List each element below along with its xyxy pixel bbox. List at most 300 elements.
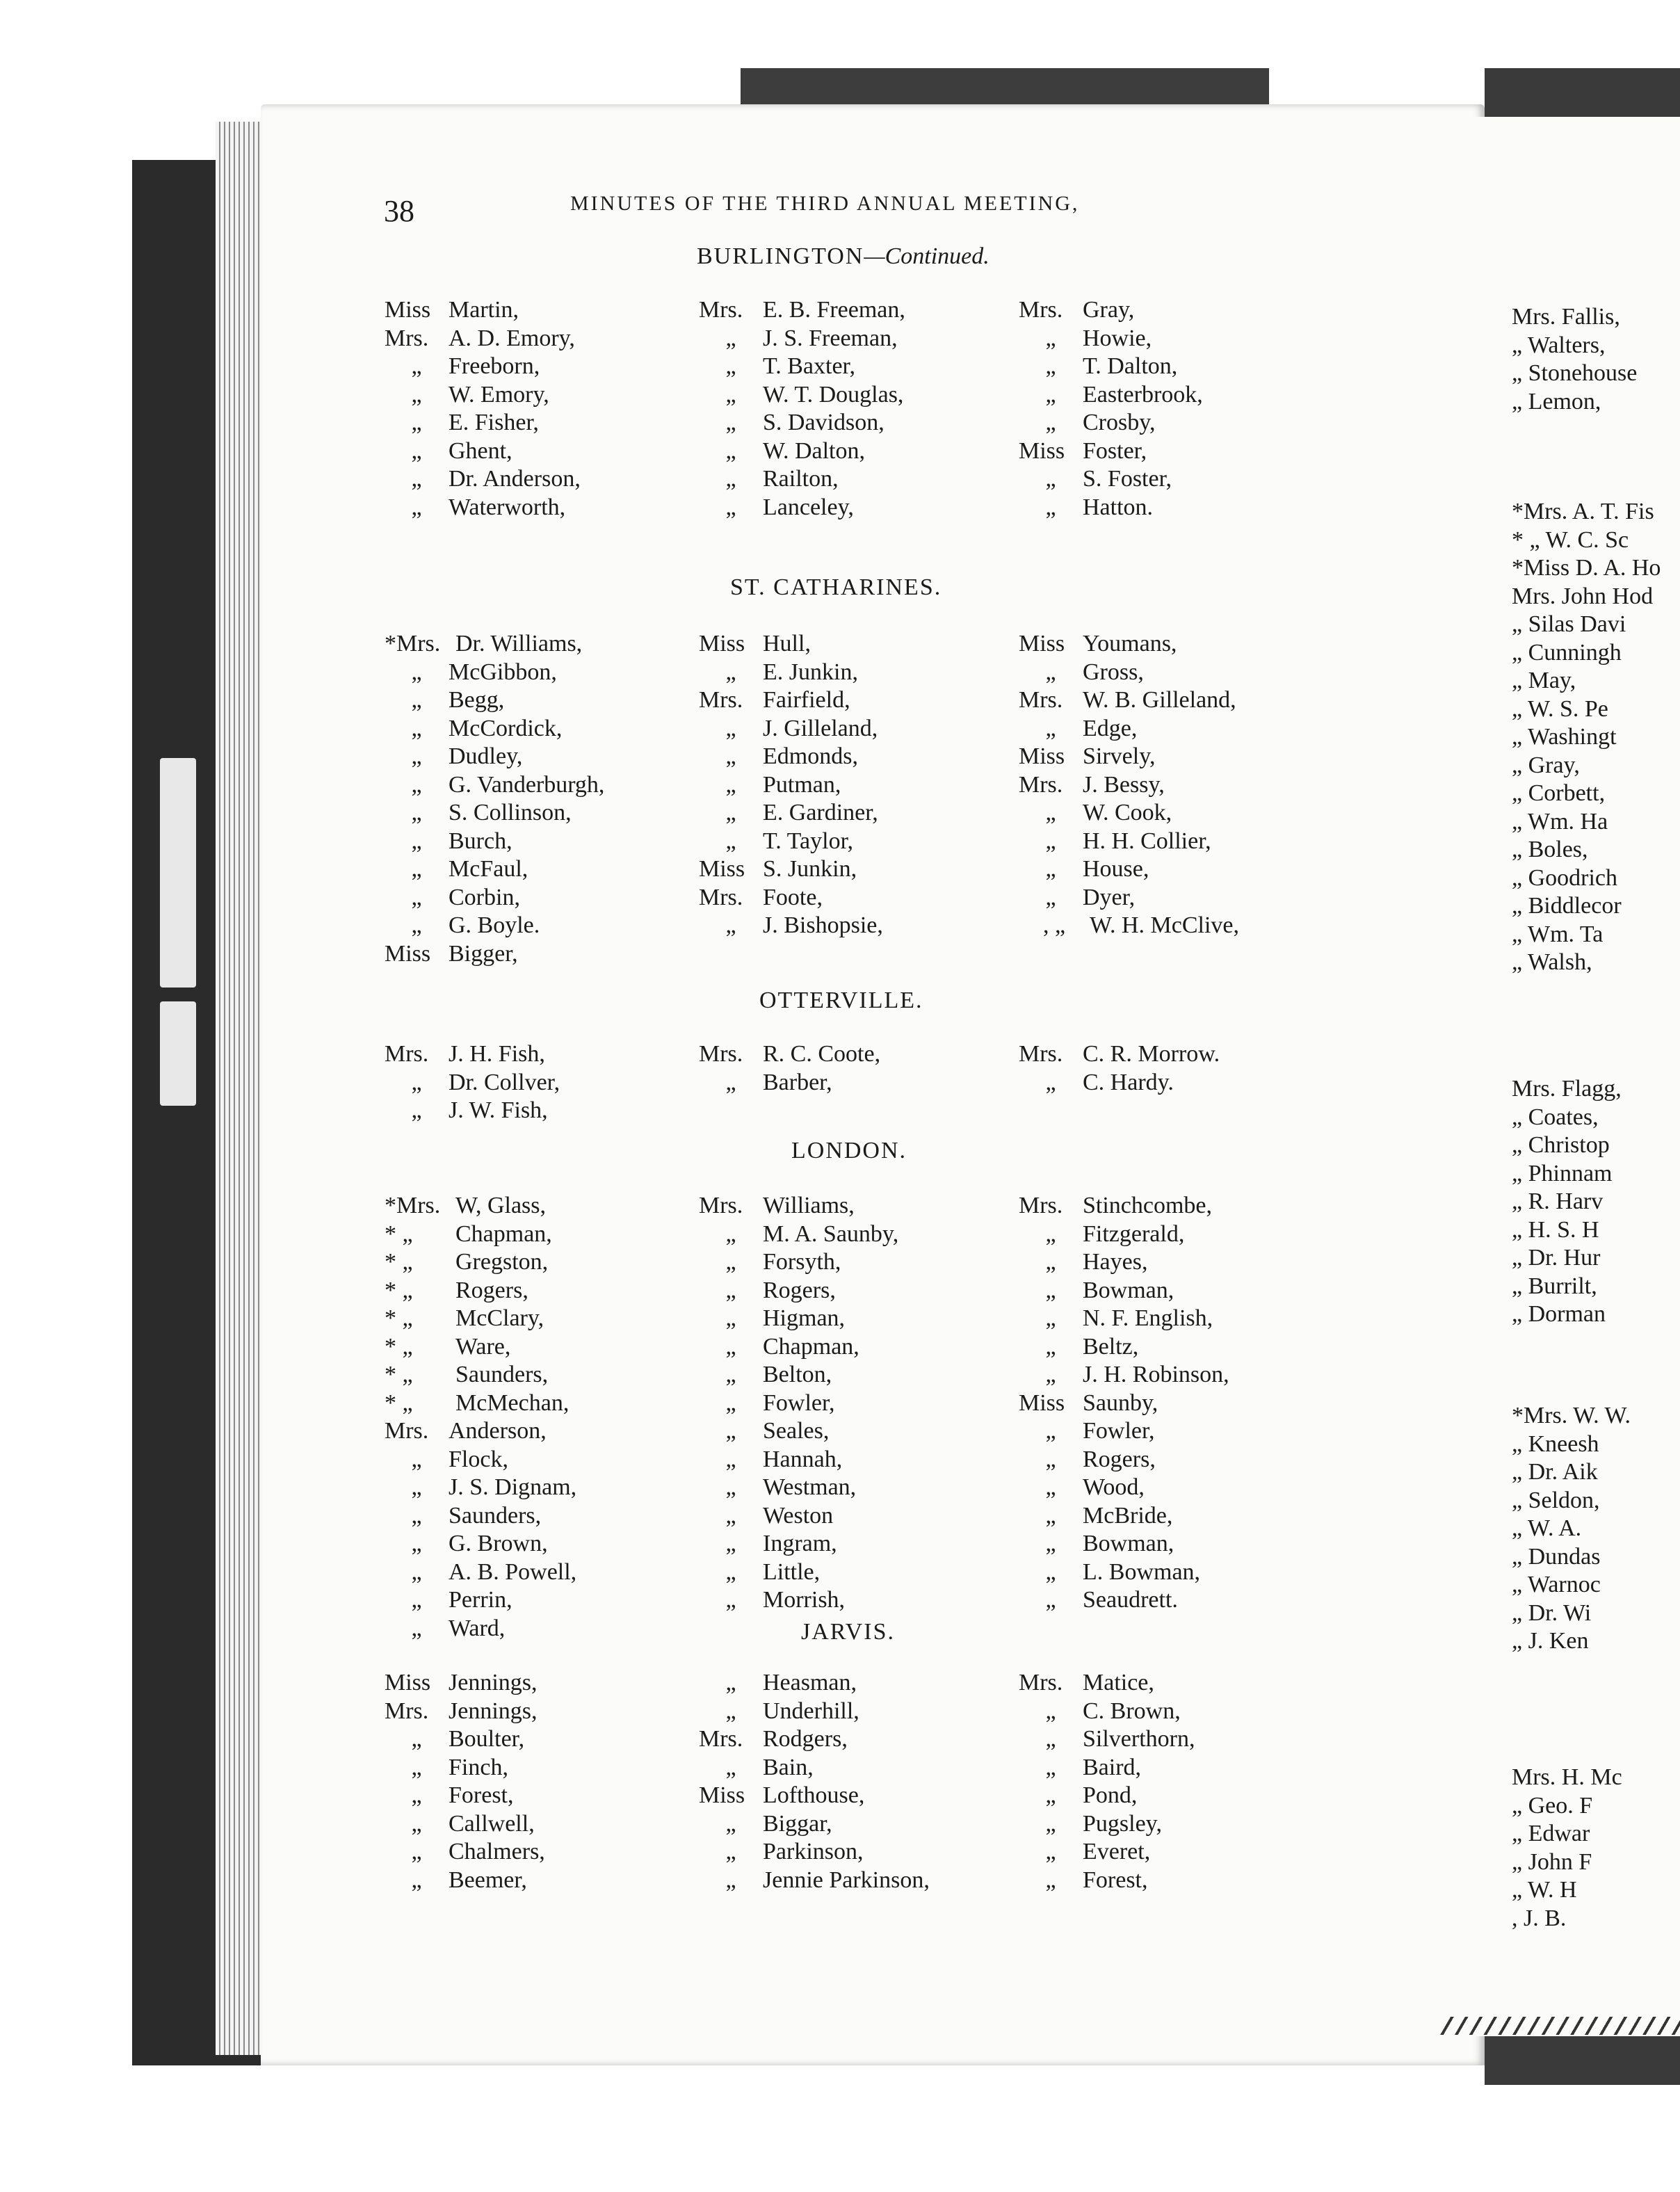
member-entry bbox=[385, 912, 604, 940]
member-entry bbox=[385, 1361, 576, 1389]
member-title: „ bbox=[725, 912, 736, 938]
member-name: Youmans, bbox=[1083, 631, 1177, 656]
member-title: Mrs. bbox=[699, 1726, 743, 1752]
member-entry bbox=[699, 1446, 898, 1474]
member-name: J. H. Fish, bbox=[449, 1041, 545, 1067]
member-title: „ bbox=[1045, 659, 1056, 685]
member-title: „ bbox=[411, 494, 422, 520]
member-title: „ bbox=[411, 1474, 422, 1500]
member-entry bbox=[385, 659, 604, 687]
right-page-column bbox=[1512, 1075, 1680, 1329]
member-name: Little, bbox=[763, 1558, 821, 1585]
member-name: Rogers, bbox=[763, 1277, 836, 1303]
member-name: G. Vanderburgh, bbox=[449, 771, 605, 798]
member-name: Chapman, bbox=[763, 1333, 859, 1360]
right-page-entry: „ R. Harv bbox=[1512, 1188, 1604, 1214]
member-title: „ bbox=[1045, 1531, 1056, 1556]
member-title: „ bbox=[411, 1069, 422, 1095]
right-page-entry: „ Biddlecor bbox=[1512, 893, 1622, 919]
right-page-entry: „ Dr. Hur bbox=[1512, 1245, 1601, 1271]
member-title: „ bbox=[725, 1362, 736, 1387]
member-title: „ bbox=[411, 743, 422, 769]
member-name: Westman, bbox=[763, 1474, 857, 1500]
member-title: „ bbox=[1045, 1069, 1056, 1095]
member-entry bbox=[1019, 1810, 1195, 1839]
name-column bbox=[385, 630, 604, 968]
member-entry bbox=[699, 1867, 930, 1895]
member-entry bbox=[385, 1097, 560, 1125]
member-title: „ bbox=[411, 687, 422, 713]
member-title: „ bbox=[725, 437, 736, 464]
member-name: L. Bowman, bbox=[1083, 1558, 1201, 1585]
member-name: Hannah, bbox=[763, 1446, 843, 1472]
member-entry bbox=[699, 409, 905, 437]
member-name: Beltz, bbox=[1083, 1333, 1139, 1360]
member-entry bbox=[1019, 296, 1203, 325]
member-title: Mrs. bbox=[385, 1698, 429, 1724]
member-name: Gray, bbox=[1083, 297, 1135, 323]
member-name: Easterbrook, bbox=[1083, 381, 1203, 408]
right-page-entry: „ Lemon, bbox=[1512, 388, 1601, 414]
member-title: „ bbox=[725, 1446, 736, 1472]
member-entry bbox=[699, 296, 905, 325]
member-entry bbox=[385, 465, 581, 494]
member-name: Dr. Collver, bbox=[449, 1069, 560, 1095]
member-entry bbox=[699, 1220, 898, 1249]
right-page-entry: „ May, bbox=[1512, 668, 1576, 693]
member-title: „ bbox=[725, 325, 736, 351]
member-entry bbox=[385, 1474, 576, 1502]
member-entry bbox=[385, 1615, 576, 1643]
member-name: Fairfield, bbox=[763, 687, 850, 713]
member-entry bbox=[1019, 828, 1239, 856]
member-entry bbox=[385, 1333, 576, 1362]
name-column bbox=[1019, 1040, 1220, 1097]
member-name: Bowman, bbox=[1083, 1531, 1174, 1556]
member-name: H. H. Collier, bbox=[1083, 828, 1211, 854]
member-title: Miss bbox=[699, 1782, 745, 1808]
member-title: „ bbox=[411, 437, 422, 464]
member-name: Forsyth, bbox=[763, 1249, 841, 1275]
member-name: T. Baxter, bbox=[763, 353, 856, 379]
member-title: „ bbox=[725, 1418, 736, 1444]
member-title: „ bbox=[725, 1474, 736, 1500]
member-name: Chapman, bbox=[455, 1220, 552, 1247]
member-name: Seales, bbox=[763, 1418, 830, 1444]
member-title: „ bbox=[1045, 1754, 1056, 1780]
member-title: „ bbox=[1045, 325, 1056, 351]
name-column bbox=[699, 1040, 880, 1097]
right-page-entry: „ J. Ken bbox=[1512, 1628, 1589, 1654]
member-name: Gregston, bbox=[455, 1249, 549, 1275]
right-page-column bbox=[1512, 498, 1680, 977]
member-title: „ bbox=[725, 1754, 736, 1780]
member-entry bbox=[385, 630, 604, 659]
member-entry bbox=[385, 325, 581, 353]
right-page-entry: „ Edwar bbox=[1512, 1821, 1590, 1846]
member-entry bbox=[1019, 325, 1203, 353]
name-column bbox=[699, 1669, 930, 1894]
member-entry bbox=[385, 940, 604, 969]
member-title: „ bbox=[725, 1810, 736, 1837]
member-name: Ingram, bbox=[763, 1531, 837, 1556]
member-name: T. Taylor, bbox=[763, 828, 854, 854]
member-title: * „ bbox=[385, 1277, 413, 1303]
member-name: Forest, bbox=[449, 1782, 514, 1808]
member-name: Rogers, bbox=[1083, 1446, 1156, 1472]
member-title: „ bbox=[411, 1839, 422, 1864]
member-entry bbox=[699, 1474, 898, 1502]
member-entry bbox=[385, 494, 581, 522]
member-entry bbox=[699, 686, 883, 715]
member-title: * „ bbox=[385, 1333, 413, 1360]
member-title: „ bbox=[411, 381, 422, 408]
right-page-entry: „ Cunningh bbox=[1512, 639, 1622, 666]
right-page-entry: „ Goodrich bbox=[1512, 864, 1618, 891]
running-head: MINUTES OF THE THIRD ANNUAL MEETING, bbox=[570, 192, 1080, 215]
member-name: Pond, bbox=[1083, 1782, 1138, 1808]
member-title: * „ bbox=[385, 1220, 413, 1247]
member-entry bbox=[699, 659, 883, 687]
member-entry bbox=[1019, 465, 1203, 494]
member-name: Burch, bbox=[449, 828, 512, 854]
member-name: Edmonds, bbox=[763, 743, 858, 769]
section-title-text: OTTERVILLE. bbox=[759, 988, 923, 1013]
member-title: „ bbox=[725, 1670, 736, 1695]
right-page-entry: *Mrs. W. W. bbox=[1512, 1403, 1631, 1428]
member-entry bbox=[1019, 1361, 1229, 1389]
member-title: „ bbox=[1045, 1698, 1056, 1724]
right-page-entry: „ John F bbox=[1512, 1848, 1592, 1875]
name-column bbox=[385, 1040, 560, 1125]
member-title: „ bbox=[725, 659, 736, 685]
member-title: Miss bbox=[385, 297, 431, 323]
member-name: C. Brown, bbox=[1083, 1698, 1181, 1724]
member-title: „ bbox=[411, 771, 422, 798]
member-title: * „ bbox=[385, 1305, 413, 1331]
member-name: Perrin, bbox=[449, 1587, 512, 1613]
member-name: G. Brown, bbox=[449, 1531, 548, 1556]
section-title-suffix: —Continued. bbox=[864, 243, 990, 269]
member-title: „ bbox=[1045, 466, 1056, 492]
member-title: Mrs. bbox=[1019, 1193, 1063, 1218]
member-title: Mrs. bbox=[1019, 687, 1063, 713]
right-page-entry: „ H. S. H bbox=[1512, 1216, 1599, 1243]
member-name: G. Boyle. bbox=[449, 912, 540, 938]
member-entry bbox=[699, 1248, 898, 1277]
member-name: J. W. Fish, bbox=[449, 1097, 548, 1123]
member-title: Mrs. bbox=[1019, 1041, 1063, 1067]
member-entry bbox=[699, 1361, 898, 1389]
member-entry bbox=[1019, 1417, 1229, 1446]
right-page-entry: * „ W. C. Sc bbox=[1512, 526, 1629, 553]
member-title: „ bbox=[1045, 1502, 1056, 1529]
right-page-entry: „ Corbett, bbox=[1512, 780, 1606, 806]
member-name: House, bbox=[1083, 856, 1149, 882]
member-entry bbox=[699, 325, 905, 353]
member-title: „ bbox=[1045, 1558, 1056, 1585]
member-name: Barber, bbox=[763, 1069, 832, 1095]
right-page-entry: „ Dundas bbox=[1512, 1543, 1601, 1570]
member-entry bbox=[1019, 855, 1239, 884]
member-title: „ bbox=[725, 715, 736, 741]
member-title: „ bbox=[1045, 828, 1056, 854]
member-name: Jennie Parkinson, bbox=[763, 1867, 930, 1893]
member-entry bbox=[1019, 1248, 1229, 1277]
member-name: Saunders, bbox=[449, 1502, 542, 1529]
member-name: C. R. Morrow. bbox=[1083, 1041, 1220, 1067]
member-entry bbox=[385, 381, 581, 410]
member-name: Underhill, bbox=[763, 1698, 859, 1724]
member-entry bbox=[1019, 409, 1203, 437]
member-name: T. Dalton, bbox=[1083, 353, 1178, 379]
right-page-entry: *Miss D. A. Ho bbox=[1512, 555, 1661, 581]
right-page-entry: , J. B. bbox=[1512, 1905, 1567, 1931]
member-title: Mrs. bbox=[1019, 1670, 1063, 1695]
member-entry bbox=[385, 884, 604, 912]
member-name: S. Foster, bbox=[1083, 466, 1172, 492]
member-name: Sirvely, bbox=[1083, 743, 1156, 769]
right-page-entry: „ Silas Davi bbox=[1512, 611, 1626, 637]
member-entry bbox=[699, 1586, 898, 1615]
member-title: „ bbox=[411, 1502, 422, 1529]
right-page-column bbox=[1512, 1402, 1680, 1656]
member-entry bbox=[699, 771, 883, 800]
member-name: Dr. Anderson, bbox=[449, 466, 581, 492]
member-entry bbox=[385, 437, 581, 466]
member-name: W. Emory, bbox=[449, 381, 549, 408]
member-title: „ bbox=[1045, 1474, 1056, 1500]
member-entry bbox=[1019, 494, 1203, 522]
member-entry bbox=[1019, 1040, 1220, 1069]
member-title: „ bbox=[411, 1531, 422, 1556]
right-page-entry: „ Dr. Aik bbox=[1512, 1459, 1598, 1485]
member-title: „ bbox=[725, 1389, 736, 1416]
member-name: Crosby, bbox=[1083, 410, 1156, 435]
member-name: Stinchcombe, bbox=[1083, 1193, 1213, 1218]
member-entry bbox=[699, 1277, 898, 1305]
paper-tab bbox=[160, 1001, 196, 1106]
name-column bbox=[1019, 1669, 1195, 1894]
member-entry bbox=[699, 1502, 898, 1531]
member-title: „ bbox=[1045, 1220, 1056, 1247]
member-name: Wood, bbox=[1083, 1474, 1145, 1500]
member-entry bbox=[1019, 1502, 1229, 1531]
section-title-text: ST. CATHARINES. bbox=[730, 574, 942, 600]
right-page-entry: „ Stonehouse bbox=[1512, 360, 1638, 386]
member-title: „ bbox=[411, 1587, 422, 1613]
member-title: „ bbox=[725, 466, 736, 492]
member-title: Mrs. bbox=[699, 1041, 743, 1067]
member-entry bbox=[1019, 1530, 1229, 1558]
member-title: „ bbox=[411, 800, 422, 825]
member-entry bbox=[385, 743, 604, 771]
member-title: „ bbox=[1045, 1726, 1056, 1752]
member-title: „ bbox=[1045, 1333, 1056, 1360]
member-name: Belton, bbox=[763, 1362, 832, 1387]
member-name: Railton, bbox=[763, 466, 839, 492]
member-name: W. H. McClive, bbox=[1090, 912, 1240, 938]
member-name: J. H. Robinson, bbox=[1083, 1362, 1229, 1387]
member-title: „ bbox=[1045, 1867, 1056, 1893]
right-page-entry: *Mrs. A. T. Fis bbox=[1512, 499, 1654, 524]
member-title: „ bbox=[411, 466, 422, 492]
member-name: R. C. Coote, bbox=[763, 1041, 881, 1067]
member-name: Saunby, bbox=[1083, 1389, 1158, 1416]
member-entry bbox=[699, 381, 905, 410]
member-entry bbox=[385, 1417, 576, 1446]
member-entry bbox=[385, 1277, 576, 1305]
right-page-entry: „ Geo. F bbox=[1512, 1792, 1593, 1819]
name-column bbox=[699, 630, 883, 940]
member-name: Ghent, bbox=[449, 437, 512, 464]
member-title: *Mrs. bbox=[385, 631, 441, 656]
member-title: Miss bbox=[1019, 1389, 1065, 1416]
member-name: Bain, bbox=[763, 1754, 814, 1780]
member-name: Lofthouse, bbox=[763, 1782, 865, 1808]
section-title bbox=[801, 1619, 895, 1645]
member-entry bbox=[385, 1782, 545, 1810]
member-entry bbox=[699, 1069, 880, 1097]
right-page-entry: Mrs. H. Mc bbox=[1512, 1764, 1622, 1790]
right-page-entry: „ Phinnam bbox=[1512, 1160, 1613, 1186]
member-title: „ bbox=[1045, 1839, 1056, 1864]
member-name: E. Gardiner, bbox=[763, 800, 878, 825]
member-title: „ bbox=[1045, 800, 1056, 825]
member-entry bbox=[699, 1192, 898, 1220]
member-name: Bowman, bbox=[1083, 1277, 1174, 1303]
member-title: „ bbox=[725, 743, 736, 769]
member-title: „ bbox=[725, 494, 736, 520]
member-entry bbox=[385, 1502, 576, 1531]
member-entry bbox=[699, 353, 905, 381]
member-name: Chalmers, bbox=[449, 1839, 545, 1864]
right-page-entry: „ Dorman bbox=[1512, 1301, 1606, 1327]
member-title: , „ bbox=[1042, 912, 1066, 938]
member-entry bbox=[385, 799, 604, 828]
member-title: „ bbox=[725, 1587, 736, 1613]
member-entry bbox=[1019, 1669, 1195, 1698]
member-title: Miss bbox=[1019, 437, 1065, 464]
section-title-text: BURLINGTON bbox=[697, 243, 864, 269]
member-name: J. S. Freeman, bbox=[763, 325, 898, 351]
member-entry bbox=[1019, 1474, 1229, 1502]
member-title: Mrs. bbox=[699, 1193, 743, 1218]
member-title: Mrs. bbox=[699, 297, 743, 323]
member-name: Anderson, bbox=[449, 1418, 547, 1444]
member-title: Mrs. bbox=[385, 1041, 429, 1067]
member-entry bbox=[699, 494, 905, 522]
member-name: Lanceley, bbox=[763, 494, 854, 520]
member-name: Matice, bbox=[1083, 1670, 1154, 1695]
member-name: Callwell, bbox=[449, 1810, 535, 1837]
member-name: Flock, bbox=[449, 1446, 508, 1472]
member-name: Gross, bbox=[1083, 659, 1144, 685]
member-title: „ bbox=[725, 381, 736, 408]
member-name: McFaul, bbox=[449, 856, 528, 882]
right-page-entry: „ Wm. Ta bbox=[1512, 921, 1604, 947]
member-entry bbox=[385, 1305, 576, 1333]
member-name: W. Dalton, bbox=[763, 437, 866, 464]
member-title: „ bbox=[725, 828, 736, 854]
name-column bbox=[385, 296, 581, 522]
member-entry bbox=[385, 1586, 576, 1615]
member-title: Mrs. bbox=[1019, 297, 1063, 323]
member-name: Edge, bbox=[1083, 715, 1138, 741]
member-entry bbox=[385, 1838, 545, 1867]
right-page-entry: „ Boles, bbox=[1512, 837, 1588, 862]
member-name: Rogers, bbox=[455, 1277, 528, 1303]
member-entry bbox=[385, 1754, 545, 1782]
member-title: „ bbox=[725, 1069, 736, 1095]
member-entry bbox=[385, 1389, 576, 1418]
member-entry bbox=[1019, 1192, 1229, 1220]
member-name: S. Collinson, bbox=[449, 800, 572, 825]
right-page-entry: „ Walters, bbox=[1512, 332, 1606, 358]
member-entry bbox=[385, 1698, 545, 1726]
member-entry bbox=[1019, 1558, 1229, 1587]
member-name: Saunders, bbox=[455, 1362, 549, 1387]
member-name: Biggar, bbox=[763, 1810, 832, 1837]
member-title: „ bbox=[725, 1249, 736, 1275]
member-title: „ bbox=[725, 1305, 736, 1331]
member-name: Martin, bbox=[449, 297, 519, 323]
member-entry bbox=[699, 1838, 930, 1867]
member-entry bbox=[699, 1754, 930, 1782]
member-name: Boulter, bbox=[449, 1726, 525, 1752]
member-name: E. B. Freeman, bbox=[763, 297, 905, 323]
member-name: A. B. Powell, bbox=[449, 1558, 577, 1585]
member-entry bbox=[699, 855, 883, 884]
member-name: Everet, bbox=[1083, 1839, 1151, 1864]
member-name: Hatton. bbox=[1083, 494, 1154, 520]
member-title: „ bbox=[725, 1220, 736, 1247]
paper-tab bbox=[160, 758, 196, 988]
member-entry bbox=[1019, 799, 1239, 828]
member-title: Miss bbox=[385, 940, 431, 967]
right-page-column bbox=[1512, 303, 1680, 416]
member-title: „ bbox=[411, 1754, 422, 1780]
member-name: Jennings, bbox=[449, 1698, 538, 1724]
right-page-entry: „ Dr. Wi bbox=[1512, 1599, 1592, 1626]
right-page-entry: „ W. H bbox=[1512, 1877, 1577, 1903]
member-title: „ bbox=[725, 1698, 736, 1724]
member-name: J. S. Dignam, bbox=[449, 1474, 577, 1500]
member-name: Bigger, bbox=[449, 940, 518, 967]
member-entry bbox=[1019, 1333, 1229, 1362]
member-entry bbox=[699, 884, 883, 912]
member-entry bbox=[385, 1069, 560, 1097]
member-title: „ bbox=[725, 1867, 736, 1893]
member-title: „ bbox=[411, 1810, 422, 1837]
section-title bbox=[730, 574, 942, 601]
member-name: Foote, bbox=[763, 884, 823, 910]
member-title: „ bbox=[411, 715, 422, 741]
member-name: N. F. English, bbox=[1083, 1305, 1213, 1331]
member-name: Beemer, bbox=[449, 1867, 527, 1893]
section-title-text: JARVIS. bbox=[801, 1619, 896, 1645]
member-title: „ bbox=[411, 1615, 422, 1641]
member-title: „ bbox=[1045, 410, 1056, 435]
name-column bbox=[699, 296, 905, 522]
member-name: W. Cook, bbox=[1083, 800, 1172, 825]
member-entry bbox=[1019, 686, 1239, 715]
member-name: Parkinson, bbox=[763, 1839, 864, 1864]
member-title: „ bbox=[411, 828, 422, 854]
right-page-entry: „ Gray, bbox=[1512, 752, 1580, 778]
name-column bbox=[1019, 1192, 1229, 1615]
member-name: Rodgers, bbox=[763, 1726, 848, 1752]
